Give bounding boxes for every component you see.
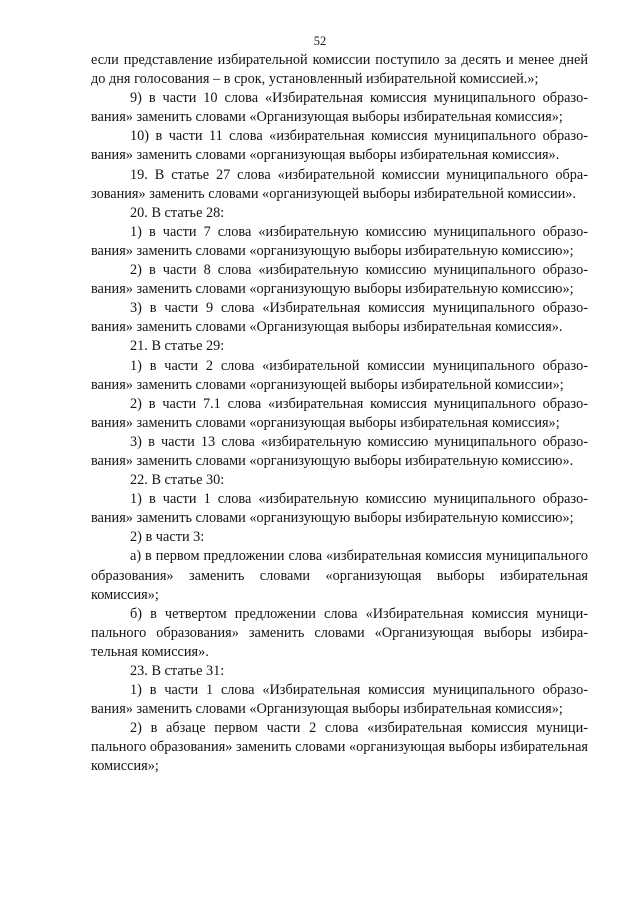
paragraph-article-21-item-2: 2) в части 7.1 слова «избирательная комиссия муниципального образования» заменить словами «организующая выборы избирательная комиссия»;	[91, 395, 588, 431]
paragraph-article-20-item-2: 2) в части 8 слова «избирательную комиссию муниципального образования» заменить словами «организующую выборы избирательную комиссию»;	[91, 262, 588, 298]
paragraph-article-22-item-1: 1) в части 1 слова «избирательную комиссию муниципального образования» заменить словами «организующую выборы избирательную комиссию»;	[91, 491, 588, 527]
paragraph-article-21-heading: 21. В статье 29:	[130, 338, 225, 355]
paragraph-continuation: если представление избирательной комиссии поступило за десять и менее дней до дня голосования – в срок, установленный избирательной комиссией.»;	[91, 52, 588, 88]
paragraph-article-21-item-3: 3) в части 13 слова «избирательную комиссию муниципального образования» заменить словами «организующую выборы избирательную комиссию».	[91, 433, 588, 469]
paragraph-article-20-item-3: 3) в части 9 слова «Избирательная комиссия муниципального образования» заменить словами «Организующая выборы избирательная комиссия».	[91, 300, 588, 336]
paragraph-article-20-heading: 20. В статье 28:	[130, 204, 225, 221]
paragraph-item-10: 10) в части 11 слова «избирательная комиссия муниципального образования» заменить словами «организующая выборы избирательная комиссия».	[91, 128, 588, 164]
document-body	[91, 51, 588, 777]
paragraph-article-23-heading: 23. В статье 31:	[130, 663, 225, 679]
paragraph-article-23-item-1: 1) в части 1 слова «Избирательная комиссия муниципального образования» заменить словами «Организующая выборы избирательная комиссия»;	[91, 682, 588, 718]
paragraph-article-20-item-1: 1) в части 7 слова «избирательную комиссию муниципального образования» заменить словами «организующую выборы избирательную комиссию»;	[91, 223, 588, 259]
paragraph-article-21-item-1: 1) в части 2 слова «избирательной комиссии муниципального образования» заменить словами «организующей выборы избирательной комиссии»;	[91, 357, 588, 393]
page-number: 52	[313, 34, 327, 48]
paragraph-article-22-subitem-b: б) в четвертом предложении слова «Избирательная комиссия муниципального образования» заменить словами «Организующая выборы избирательная комиссия».	[91, 605, 588, 660]
paragraph-article-22-heading: 22. В статье 30:	[130, 472, 225, 489]
paragraph-article-22-item-2: 2) в части 3:	[130, 529, 205, 546]
paragraph-article-19: 19. В статье 27 слова «избирательной комиссии муниципального образования» заменить словами «организующей выборы избирательной комиссии».	[91, 166, 588, 202]
paragraph-article-22-subitem-a: а) в первом предложении слова «избирательная комиссия муниципального образования» заменить словами «организующая выборы избирательная комиссия»;	[91, 548, 588, 603]
paragraph-item-9: 9) в части 10 слова «Избирательная комиссия муниципального образования» заменить словами «Организующая выборы избирательная комиссия»;	[91, 90, 588, 126]
paragraph-article-23-item-2: 2) в абзаце первом части 2 слова «избирательная комиссия муниципального образования» заменить словами «организующая выборы избирательная комиссия»;	[91, 720, 588, 775]
